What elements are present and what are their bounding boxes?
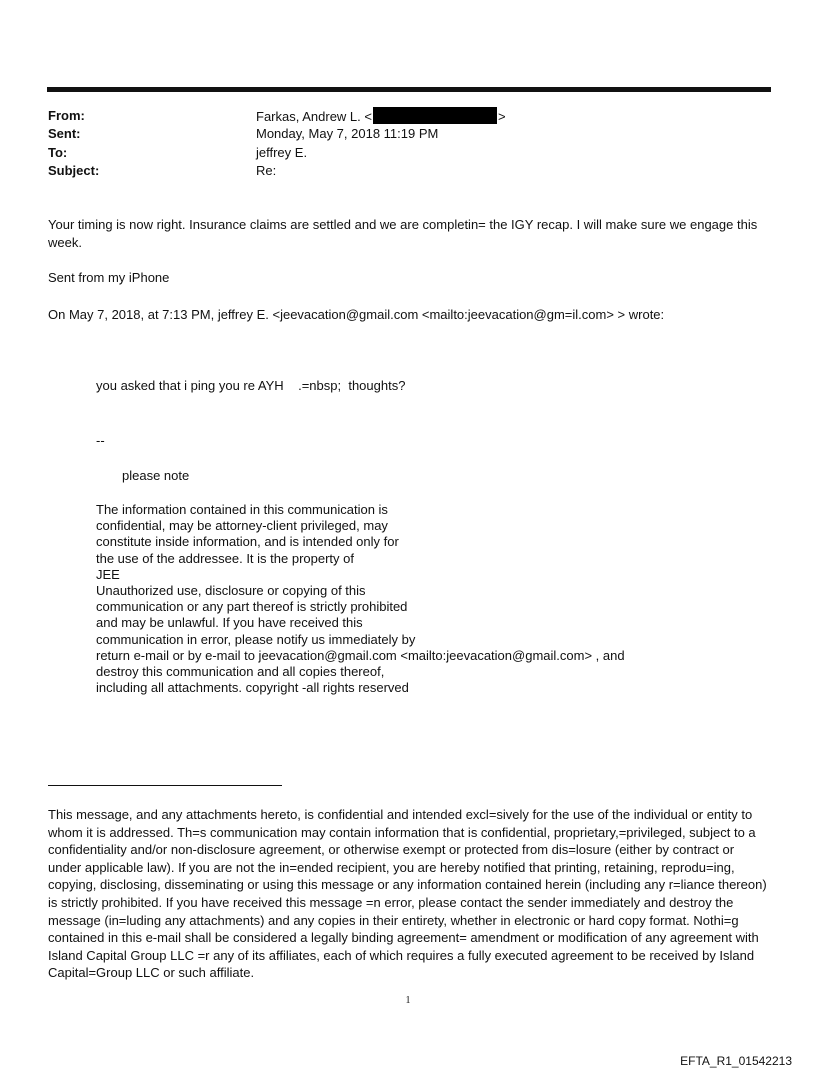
- reply-body: Your timing is now right. Insurance claims are settled and we are completin= the IGY recap. I will make sure we engage this week.: [48, 217, 758, 250]
- signature: Sent from my iPhone: [48, 270, 170, 285]
- disclaimer-line: constitute inside information, and is intended only for: [96, 534, 399, 550]
- subject-value: Re:: [256, 163, 277, 178]
- quoted-text: you asked that i ping you re AYH .=nbsp; thoughts?: [96, 378, 406, 393]
- disclaimer-line: The information contained in this communication is: [96, 502, 388, 517]
- disclaimer-line: confidential, may be attorney-client privileged, may: [96, 518, 388, 534]
- signature-separator: --: [96, 433, 105, 448]
- from-suffix: >: [497, 109, 506, 124]
- to-label: To:: [48, 145, 68, 160]
- legal-notice: This message, and any attachments hereto, is confidential and intended excl=sively for the use of the individual or entity to whom it is addressed. Th=s communication may contain information that is confidential, proprietary,=privileged, subject to a confidentiality and/or non-disclosure agreement, or otherwise exempt or protected from dis=losure (either by contract or under applicable law). If you are not the in=ended recipient, you are hereby notified that printing, retaining, reprodu=ing, copying, disclosing, disseminating or using this message or any information contained herein (including any r=liance thereon) is strictly prohibited. If you have received this message =n error, please contact the sender immediately and destroy the message (in=luding any attachments) and any copies in their entirety, whether in electronic or hard copy format. Nothi=g contained in this e-mail shall be considered a legally binding agreement= amendment or modification of any agreement with Island Capital Group LLC =r any of its affiliates, each of which requires a fully executed agreement to be received by Island Capital=Group LLC or such affiliate.: [48, 807, 767, 981]
- disclaimer-line: communication in error, please notify us immediately by: [96, 631, 416, 647]
- disclaimer-line: including all attachments. copyright -all rights reserved: [96, 680, 409, 696]
- disclaimer-line: return e-mail or by e-mail to jeevacation@gmail.com <mailto:jeevacation@gmail.com> , and: [96, 647, 625, 663]
- disclaimer-line: Unauthorized use, disclosure or copying of this: [96, 582, 366, 598]
- disclaimer-line: JEE: [96, 566, 120, 582]
- to-value: jeffrey E.: [256, 145, 308, 160]
- disclaimer-line: and may be unlawful. If you have received this: [96, 615, 363, 631]
- sent-label: Sent:: [48, 126, 81, 141]
- page-number: 1: [405, 995, 411, 1006]
- quote-intro: On May 7, 2018, at 7:13 PM, jeffrey E. <jeevacation@gmail.com <mailto:jeevacation@gm=il.com> > wrote:: [48, 307, 665, 322]
- disclaimer-line: destroy this communication and all copies thereof,: [96, 663, 385, 679]
- from-name: Farkas, Andrew L. <: [256, 109, 372, 124]
- disclaimer-line: the use of the addressee. It is the property of: [96, 550, 354, 566]
- disclaimer-line: communication or any part thereof is strictly prohibited: [96, 599, 408, 615]
- header-divider: [47, 87, 771, 92]
- please-note: please note: [122, 468, 190, 483]
- sent-value: Monday, May 7, 2018 11:19 PM: [256, 126, 439, 141]
- redaction-box: [373, 107, 497, 124]
- bates-number: EFTA_R1_01542213: [680, 1054, 792, 1068]
- confidentiality-disclaimer: [96, 502, 625, 696]
- footer-divider: [48, 785, 282, 786]
- from-label: From:: [48, 108, 85, 123]
- from-value: [256, 107, 506, 126]
- subject-label: Subject:: [48, 163, 100, 178]
